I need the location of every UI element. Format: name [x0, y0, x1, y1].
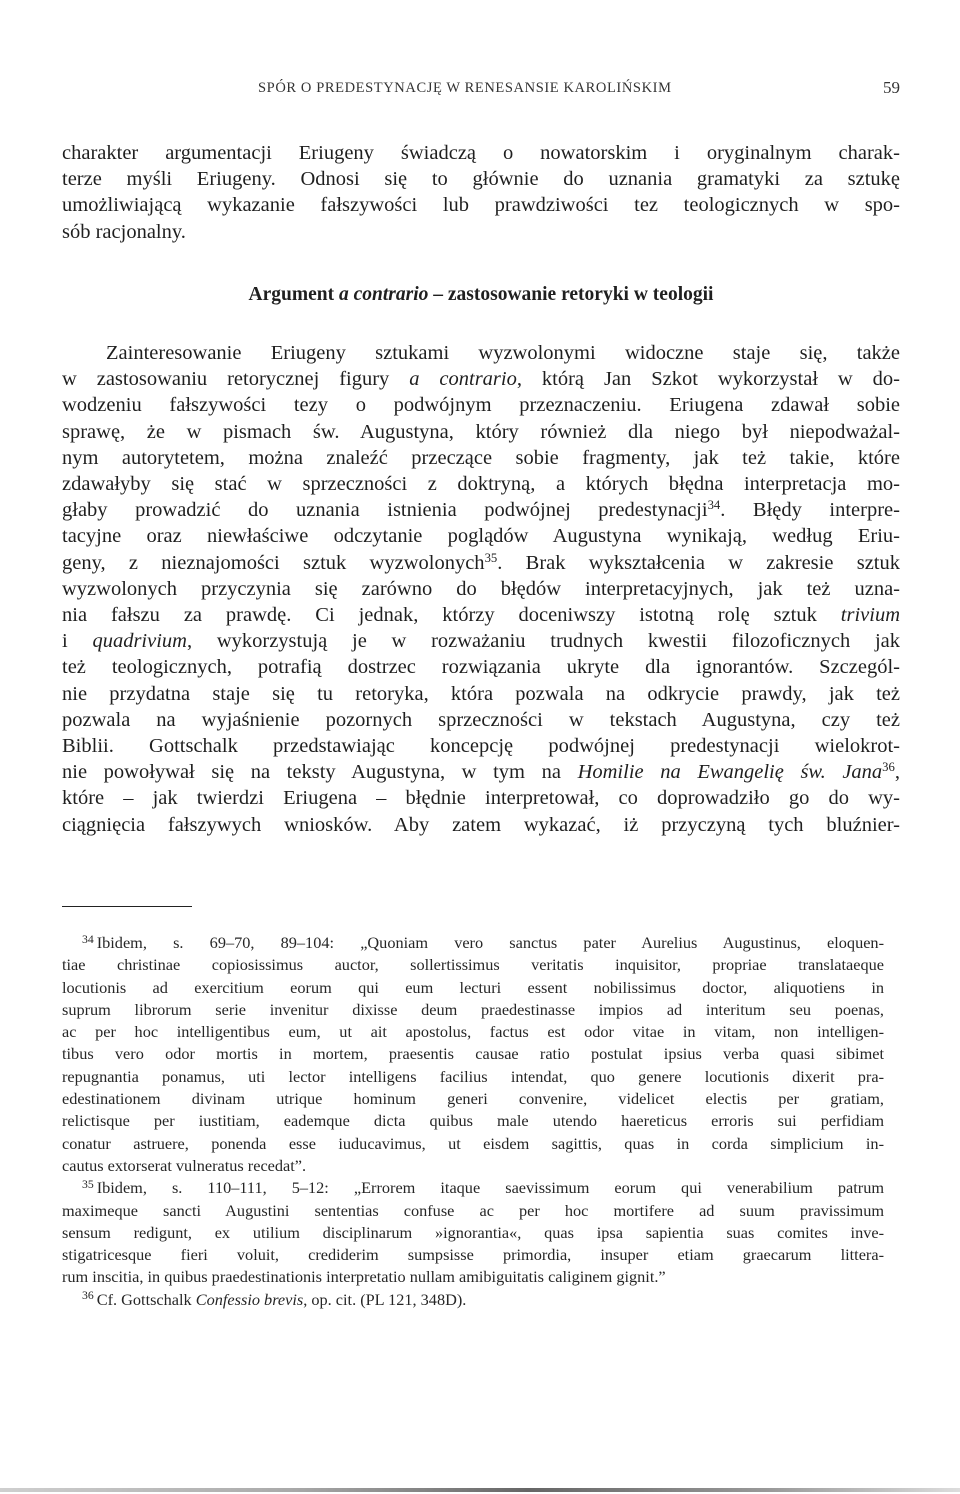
text-run: , wykorzystują je w rozważaniu trudnych kwestii filozoficznych jak	[186, 630, 900, 653]
text-line: pozwala na wyjaśnienie pozornych sprzeczności w tekstach Augustyna, czy też	[62, 708, 900, 731]
text-run: ,	[894, 761, 900, 784]
text-line: też teologicznych, potrafią dostrzec rozwiązania ukryte dla ignorantów. Szczegól-	[62, 656, 900, 679]
text-line: sób racjonalny.	[62, 220, 186, 243]
heading-text-start: Argument	[248, 284, 339, 305]
italic-term: trivium	[840, 604, 900, 627]
italic-term: a contrario	[409, 368, 517, 391]
scan-bottom-edge	[0, 1488, 960, 1492]
footnote-line: locutionis ad exercitium eorum qui eum lecturi essent nobilissimus doctor, aliquotiens in	[62, 977, 884, 997]
paragraph-main	[62, 340, 900, 838]
text-line: wyzwolonych przyczynia się zarówno do błędów interpretacyjnych, jak też uzna-	[62, 577, 900, 600]
footnote-line: cautus extorserat vulneratus recedat”.	[62, 1155, 307, 1175]
text-run: w zastosowaniu retorycznej figury	[62, 368, 410, 391]
footnotes	[62, 932, 884, 1311]
footnote-35	[62, 1177, 884, 1288]
text-line: terze myśli Eriugeny. Odnosi się to głównie do uznania gramatyki za sztukę	[62, 168, 900, 191]
footnote-line: sensum redigunt, ex utilium disciplinarum »ignorantia«, quas ipsa sapientia suas comites inve-	[62, 1222, 884, 1242]
text-line: Biblii. Gottschalk przedstawiając koncepcję podwójnej predestynacji wielokrot-	[62, 735, 900, 758]
footnote-ref-36[interactable]: 36	[882, 760, 895, 775]
heading-text-italic: a contrario	[339, 284, 429, 305]
footnote-36	[62, 1289, 884, 1311]
footnote-line: tiae christinae copiosissimus auctor, sollertissimus veritatis inquisitor, propriae translataeque	[62, 955, 884, 975]
text-line: które – jak twierdzi Eriugena – błędnie interpretował, co doprowadziło go do wy-	[62, 787, 900, 810]
footnote-line: conatur astruere, ponenda esse iuducavimus, ut eisdem sagittis, quas in corda simplicium in-	[62, 1133, 884, 1153]
heading-text-end: – zastosowanie retoryki w teologii	[428, 284, 714, 305]
footnote-number: 34	[82, 932, 94, 946]
footnote-line: relictisque per iustitiam, eademque dicta quibus male utendo haereticus erroris sui perfidiam	[62, 1111, 884, 1131]
footnote-line: stigatricesque fieri voluit, crediderim sumpsisse primordia, insuper etiam graecarum littera-	[62, 1245, 884, 1265]
text-line	[62, 497, 900, 523]
text-run: . Brak wykształcenia w zakresie sztuk	[497, 551, 900, 574]
text-line	[62, 602, 900, 628]
text-run: Ibidem, s. 69–70, 89–104: „Quoniam vero sanctus pater Aurelius Augustinus, eloquen-	[96, 933, 884, 952]
footnote-line: tibus vero odor mortis in mortem, praesentis causae ratio postulat ipsius verba quasi sibimet	[62, 1044, 884, 1064]
text-run: nia fałszu za prawdę. Ci jednak, którzy doceniwszy istotną rolę sztuk	[62, 604, 841, 627]
italic-title: Homilie na Ewangelię św. Jana	[577, 761, 883, 784]
text-run: Cf. Gottschalk	[96, 1289, 196, 1309]
text-line: umożliwiającą wykazanie fałszywości lub prawdziwości tez teologicznych w spo-	[62, 194, 900, 217]
text-line	[62, 550, 900, 576]
footnote-number: 35	[82, 1178, 94, 1191]
italic-term: quadrivium	[92, 630, 187, 653]
text-line	[62, 628, 900, 654]
footnote-divider	[62, 906, 192, 907]
footnote-line: ac per hoc intelligentibus eum, ut ait apostolus, factus est odor vitae in vitam, non intelligen-	[62, 1022, 884, 1042]
footnote-line: maximeque sancti Augustini sententias confuse ac per hoc mortifere ad suum pravissimum	[62, 1200, 884, 1220]
footnote-34	[62, 932, 884, 1177]
text-run: geny, z nieznajomości sztuk wyzwolonych	[62, 551, 485, 574]
text-run: głaby prowadzić do uznania istnienia podwójnej predestynacji	[62, 499, 708, 522]
text-run: , którą Jan Szkot wykorzystał w do-	[516, 368, 900, 391]
footnote-line: rum inscitia, in quibus praedestinationis interpretatio nullam amibiguitatis caliginem gignit.”	[62, 1267, 666, 1287]
running-header	[62, 80, 900, 102]
text-line: nie przydatna staje się tu retoryka, która pozwala na odkrycie prawdy, jak też	[62, 682, 900, 705]
text-line: wodzeniu fałszywości tezy o podwójnym przeznaczeniu. Eriugena zdawał sobie	[62, 394, 900, 417]
paragraph-continuation	[62, 140, 900, 245]
text-line: nym autorytetem, można znaleźć przeczące sobie fragmenty, jak też takie, które	[62, 446, 900, 469]
text-line: Zainteresowanie Eriugeny sztukami wyzwolonymi widoczne staje się, także	[106, 342, 900, 364]
section-heading	[62, 284, 900, 306]
footnote-line: edestinationem divinam utrique hominum generi convenire, videlicet electis per gratiam,	[62, 1089, 884, 1109]
footnote-line	[62, 1177, 884, 1199]
text-line: zdawałyby się stać w sprzeczności z doktryną, a których błędna interpretacja mo-	[62, 473, 900, 496]
footnote-number: 36	[82, 1289, 94, 1303]
running-title: SPÓR O PREDESTYNACJĘ W RENESANSIE KAROLIŃSKIM	[258, 80, 672, 96]
text-run: i	[62, 630, 93, 653]
italic-title: Confessio brevis	[195, 1289, 304, 1309]
footnote-line: repugnantia ponamus, uti lector intelligens facilius intendat, quo genere locutionis dixerit pra-	[62, 1066, 884, 1086]
text-run: . Błędy interpre-	[720, 499, 900, 522]
text-run: nie powoływał się na teksty Augustyna, w tym na	[62, 761, 578, 784]
text-line: tacyjne oraz niewłaściwe odczytanie poglądów Augustyna wynikają, według Eriu-	[62, 525, 900, 548]
footnote-line	[62, 932, 884, 954]
text-line: sprawę, że w pismach św. Augustyna, który również dla niego był niepodważal-	[62, 420, 900, 443]
footnote-ref-35[interactable]: 35	[484, 550, 498, 565]
footnote-ref-34[interactable]: 34	[707, 498, 721, 513]
text-run: , op. cit. (PL 121, 348D).	[303, 1289, 467, 1309]
footnote-line	[62, 1289, 884, 1311]
text-line: charakter argumentacji Eriugeny świadczą o nowatorskim i oryginalnym charak-	[62, 142, 900, 164]
page-number: 59	[883, 78, 900, 97]
footnote-line: suprum librorum serie invenitur dixisse deum praedestinasse impios ad interitum seu poenas,	[62, 999, 884, 1019]
text-line	[62, 759, 900, 785]
text-line: ciągnięcia fałszywych wniosków. Aby zatem wykazać, iż przyczyną tych bluźnier-	[62, 813, 900, 836]
text-line	[62, 366, 900, 392]
text-run: Ibidem, s. 110–111, 5–12: „Errorem itaque saevissimum eorum qui venerabilium patrum	[96, 1178, 884, 1198]
